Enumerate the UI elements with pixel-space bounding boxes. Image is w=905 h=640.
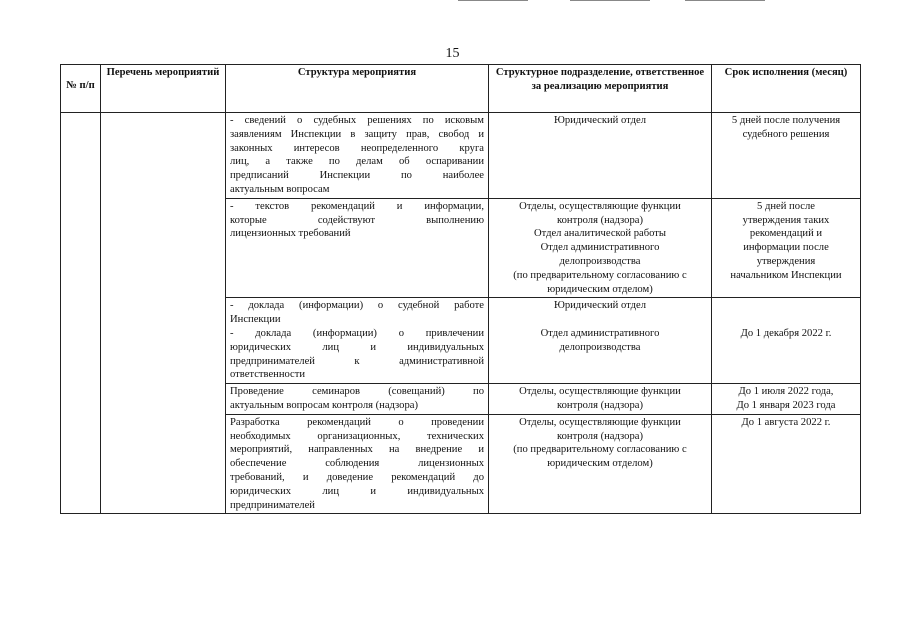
cell-deadline [712,298,861,384]
cell-line: юридическим отделом) [547,458,653,470]
cell-line: Юридический отдел [553,300,647,312]
cell-deadline [712,414,861,514]
cell-line: мероприятий, направленных на внедрение и [230,444,484,456]
cell-line: (по предварительному согласованию с [513,269,687,281]
cell-unit [489,384,712,415]
scan-top-line-1 [458,0,528,1]
cell-structure [226,198,489,298]
cell-line: утверждения [756,255,816,267]
cell-structure [226,414,489,514]
cell-line: актуальным вопросам [230,183,330,195]
cell-line: ответственности [230,369,306,381]
cell-line: Юридический отдел [553,115,647,126]
header-num [61,65,101,113]
cell-structure [226,298,489,384]
cell-line: судебного решения [742,128,830,140]
cell-line: - доклада (информации) о судебной работе [230,300,484,312]
cell-line: начальником Инспекции [730,269,842,281]
cell-line: требований, и доведение рекомендаций до [230,471,484,483]
cell-line: рекомендаций и [749,228,823,240]
cell-line: Отделы, осуществляющие функции [519,200,681,212]
cell-line [716,299,856,313]
cell-line: До 1 августа 2022 г. [741,416,831,428]
table-row [61,113,861,199]
cell-deadline [712,384,861,415]
cell-line: Разработка рекомендаций о проведении [230,416,484,428]
cell-line: Отделы, осуществляющие функции [519,416,681,428]
cell-deadline [712,113,861,199]
cell-line: До 1 декабря 2022 г. [740,327,832,339]
cell-line: делопроизводства [559,255,641,267]
header-list: Перечень мероприятий [101,65,226,113]
cell-line: контроля (надзора) [557,430,643,442]
cell-list [101,113,226,514]
cell-line: предписаний Инспекции по наиболее [230,170,484,182]
cell-line: Проведение семинаров (совещаний) по [230,386,484,398]
cell-line: лиц, а также по делам об оспаривании [230,156,484,168]
cell-line: юридических лиц и индивидуальных [230,485,484,497]
table-body [61,113,861,514]
header-num-text: № п/п [66,80,95,91]
cell-deadline [712,198,861,298]
cell-line: Отдел административного [540,327,660,339]
cell-line: Отдел аналитической работы [533,228,667,240]
cell-line: Инспекции [230,314,281,326]
header-structure: Структура мероприятия [226,65,489,113]
cell-line: - сведений о судебных решениях по исковым [230,115,484,126]
cell-line: До 1 июля 2022 года, [738,386,834,398]
cell-line: предпринимателей [230,499,315,511]
cell-line: лицензионных требований [230,228,351,240]
cell-line: (по предварительному согласованию с [513,444,687,456]
cell-line: предпринимателей к административной [230,355,484,367]
table-header-row [61,65,861,113]
cell-unit [489,414,712,514]
header-unit: Структурное подразделение, ответственное за реализацию мероприятия [489,65,712,113]
scan-top-line-3 [685,0,765,1]
cell-line: юридическим отделом) [547,283,653,295]
cell-unit [489,198,712,298]
cell-structure [226,113,489,199]
cell-line: 5 дней после [757,200,815,212]
cell-line: заявлениям Инспекции в защиту прав, свобод и [230,128,484,140]
cell-line: - доклада (информации) о привлечении [230,327,484,339]
cell-line: актуальным вопросам контроля (надзора) [230,399,419,411]
cell-line: утверждения таких [742,214,830,226]
events-table [60,64,861,514]
cell-unit [489,113,712,199]
cell-num [61,113,101,514]
cell-line [716,313,856,327]
cell-line [493,313,707,327]
cell-unit [489,298,712,384]
cell-line: которые содействуют выполнению [230,214,484,226]
page-number: 15 [445,46,460,61]
cell-line: Отдел административного [540,242,660,254]
cell-structure [226,384,489,415]
cell-line: - текстов рекомендаций и информации, [230,200,484,212]
cell-line: Отделы, осуществляющие функции [519,386,681,398]
cell-line: информации после [743,242,829,254]
cell-line: 5 дней после получения [731,115,841,126]
cell-line: обеспечение соблюдения лицензионных [230,458,484,470]
scan-top-line-2 [570,0,650,1]
cell-line: законных интересов неопределенного круга [230,142,484,154]
cell-line: контроля (надзора) [557,399,643,411]
header-deadline: Срок исполнения (месяц) [712,65,861,113]
cell-line: До 1 января 2023 года [736,399,836,411]
cell-line: необходимых организационных, технических [230,430,484,442]
cell-line: юридических лиц и индивидуальных [230,341,484,353]
cell-line: делопроизводства [559,341,641,353]
cell-line: контроля (надзора) [557,214,643,226]
